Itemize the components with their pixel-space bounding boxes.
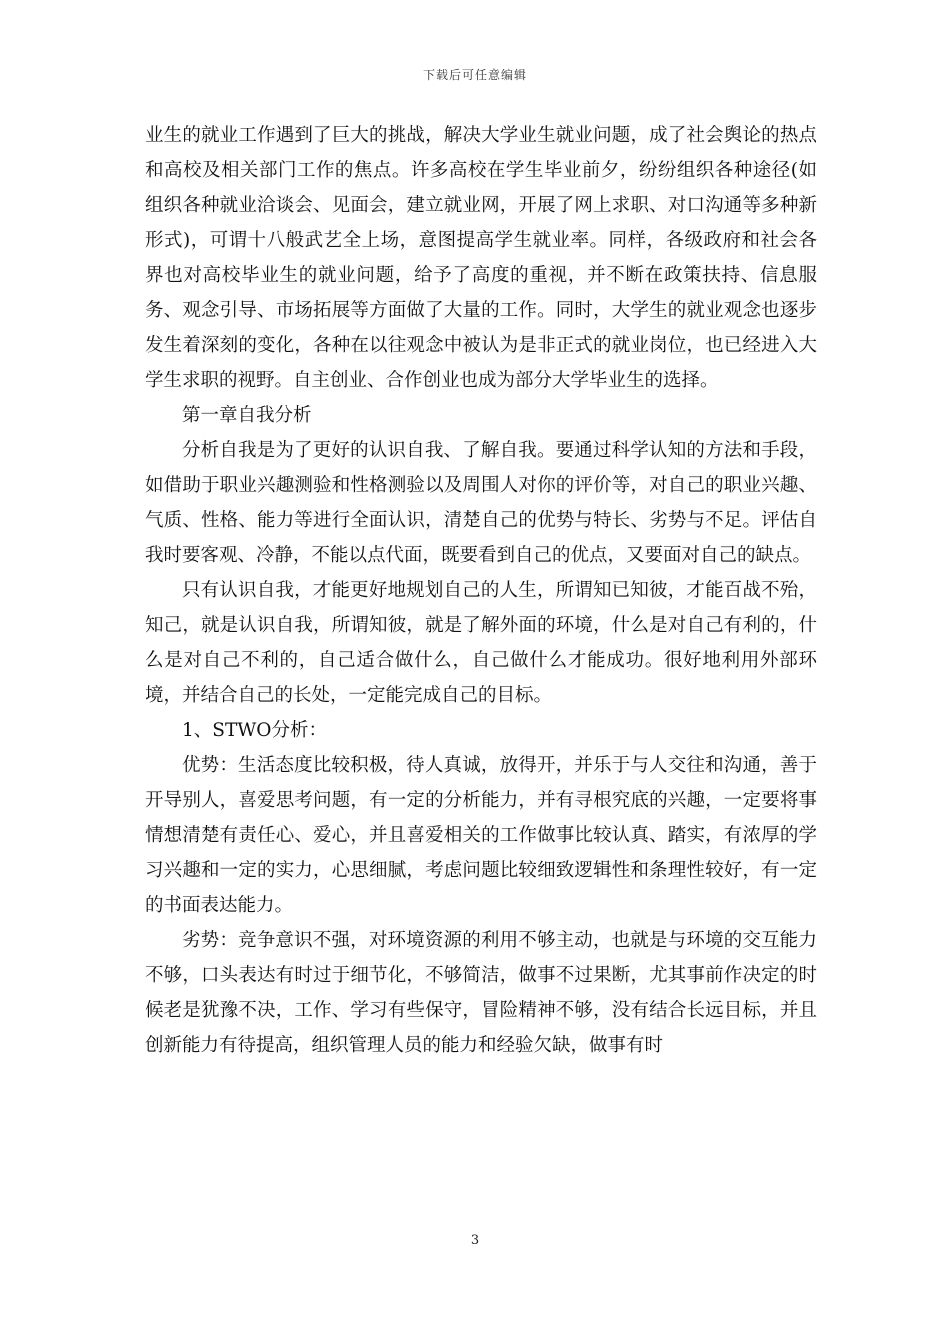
section-heading-swot: 1、STWO分析： <box>182 720 327 741</box>
paragraph-know-yourself: 只有认识自我，才能更好地规划自己的人生，所谓知已知彼，才能百战不殆，知己，就是认识自我，所谓知彼，就是了解外面的环境，什么是对自己有利的，什么是对自己不利的，自己适合做什么，自己做什么才能成功。很好地利用外部环境，并结合自己的长处，一定能完成自己的目标。 <box>145 580 817 706</box>
document-body <box>145 118 817 1063</box>
page-header: 下载后可任意编辑 <box>422 68 527 82</box>
page-number: 3 <box>470 1233 480 1248</box>
paragraph-intro: 业生的就业工作遇到了巨大的挑战，解决大学业生就业问题，成了社会舆论的热点和高校及相关部门工作的焦点。许多高校在学生毕业前夕，纷纷组织各种途径(如组织各种就业洽谈会、见面会，建立就业网，开展了网上求职、对口沟通等多种新形式)，可谓十八般武艺全上场，意图提高学生就业率。同样，各级政府和社会各界也对高校毕业生的就业问题，给予了高度的重视，并不断在政策扶持、信息服务、观念引导、市场拓展等方面做了大量的工作。同时，大学生的就业观念也逐步发生着深刻的变化，各种在以往观念中被认为是非正式的就业岗位，也已经进入大学生求职的视野。自主创业、合作创业也成为部分大学毕业生的选择。 <box>145 125 817 391</box>
paragraph-weaknesses: 劣势：竞争意识不强，对环境资源的利用不够主动，也就是与环境的交互能力不够，口头表达有时过于细节化，不够简洁，做事不过果断，尤其事前作决定的时候老是犹豫不决，工作、学习有些保守，冒险精神不够，没有结合长远目标，并且创新能力有待提高，组织管理人员的能力和经验欠缺，做事有时 <box>145 930 817 1056</box>
chapter-heading: 第一章自我分析 <box>182 405 312 426</box>
paragraph-strengths: 优势：生活态度比较积极，待人真诚，放得开，并乐于与人交往和沟通，善于开导别人，喜爱思考问题，有一定的分析能力，并有寻根究底的兴趣，一定要将事情想清楚有责任心、爱心，并且喜爱相关的工作做事比较认真、踏实，有浓厚的学习兴趣和一定的实力，心思细腻，考虑问题比较细致逻辑性和条理性较好，有一定的书面表达能力。 <box>145 755 817 916</box>
paragraph-self-analysis: 分析自我是为了更好的认识自我、了解自我。要通过科学认知的方法和手段，如借助于职业兴趣测验和性格测验以及周围人对你的评价等，对自己的职业兴趣、气质、性格、能力等进行全面认识，清楚自己的优势与特长、劣势与不足。评估自我时要客观、冷静，不能以点代面，既要看到自己的优点，又要面对自己的缺点。 <box>145 440 817 566</box>
